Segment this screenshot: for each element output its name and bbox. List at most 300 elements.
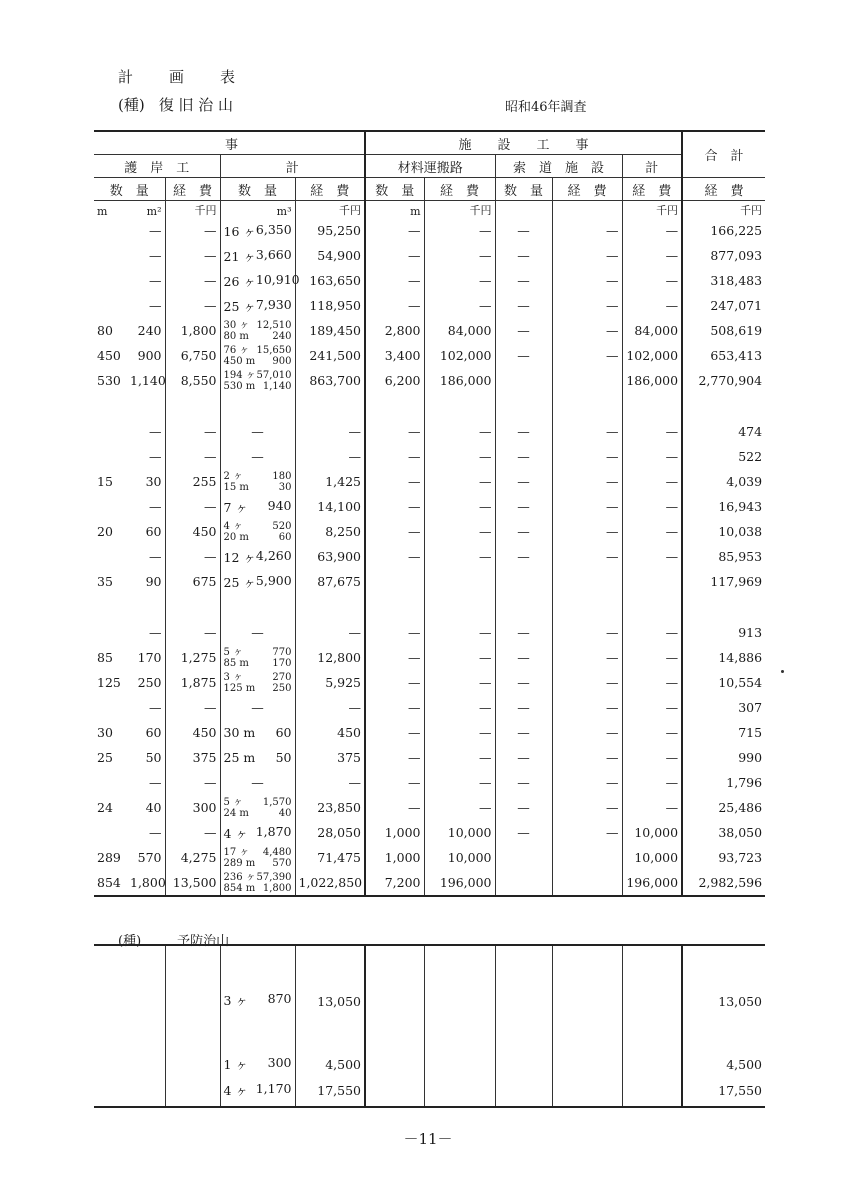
table-row bbox=[94, 519, 765, 544]
quantity-part: 25 m bbox=[223, 750, 256, 765]
cell-rev-m bbox=[94, 494, 127, 519]
quantity-part: — bbox=[251, 449, 264, 464]
cell-cost: 863,700 bbox=[295, 368, 365, 393]
quantity-part: 194 ヶ bbox=[223, 369, 256, 381]
table-row bbox=[94, 343, 765, 368]
quantity-cell bbox=[220, 720, 295, 745]
title-char: 表 bbox=[220, 68, 236, 86]
empty-cell bbox=[365, 945, 424, 1009]
cell-rope-qty: — bbox=[495, 293, 552, 318]
cell-rev-cost: 675 bbox=[165, 569, 220, 594]
cell-mat-qty: — bbox=[365, 444, 424, 469]
cell-rev-cost bbox=[165, 393, 220, 419]
cell-mat-cost: — bbox=[424, 670, 495, 695]
cell-total: 877,093 bbox=[682, 243, 765, 268]
cell-fac-cost: — bbox=[622, 720, 682, 745]
quantity-cell bbox=[220, 620, 295, 645]
cell-fac-cost: — bbox=[622, 293, 682, 318]
header-facility-subtotal: 計 bbox=[622, 155, 682, 178]
cell-cost: 63,900 bbox=[295, 544, 365, 569]
cell-fac-cost: 10,000 bbox=[622, 820, 682, 845]
empty-cell bbox=[495, 1051, 552, 1077]
cell-rev-m bbox=[94, 444, 127, 469]
cell-fac-cost: — bbox=[622, 620, 682, 645]
stacked-quantity bbox=[224, 345, 292, 367]
table-row bbox=[94, 419, 765, 444]
cell-fac-cost: — bbox=[622, 494, 682, 519]
cell-rev-m: 125 bbox=[97, 675, 121, 690]
table-row bbox=[94, 695, 765, 720]
cell-rope-qty: — bbox=[495, 469, 552, 494]
table-row bbox=[94, 620, 765, 645]
cell-mat-cost: — bbox=[424, 218, 495, 243]
cell-cost bbox=[295, 594, 365, 620]
spacer-row bbox=[94, 594, 765, 620]
quantity-part: 450 m bbox=[223, 355, 256, 367]
quantity-part: 4 ヶ bbox=[223, 825, 248, 841]
cell-total: 93,723 bbox=[682, 845, 765, 870]
cell-rope-cost bbox=[552, 870, 622, 896]
cell-rope-cost: — bbox=[552, 494, 622, 519]
unit-m: m bbox=[97, 205, 108, 218]
cell-rope-cost: — bbox=[552, 620, 622, 645]
header-ropeway: 索 道 施 設 bbox=[495, 155, 622, 178]
cell-cost: 1,022,850 bbox=[295, 870, 365, 896]
cell-mat-cost: 102,000 bbox=[424, 343, 495, 368]
quantity-part: 250 bbox=[272, 682, 292, 694]
cell-rope-cost: — bbox=[552, 268, 622, 293]
cell-fac-cost: 196,000 bbox=[622, 870, 682, 896]
quantity-part: 854 m bbox=[223, 882, 256, 894]
cell-rev-m2: 170 bbox=[137, 650, 162, 665]
cell-mat-qty: — bbox=[365, 720, 424, 745]
cell-rev-m2: — bbox=[149, 700, 162, 715]
stacked-quantity bbox=[224, 847, 292, 869]
cell-rev-m2: 60 bbox=[145, 524, 162, 539]
cell-total: 508,619 bbox=[682, 318, 765, 343]
cell-total: 13,050 bbox=[682, 945, 765, 1009]
cell-rev-m: 80 bbox=[97, 323, 113, 338]
table-row bbox=[94, 1051, 765, 1077]
cell-fac-cost: — bbox=[622, 770, 682, 795]
cell-cost: 163,650 bbox=[295, 268, 365, 293]
table-row bbox=[94, 544, 765, 569]
cell-mat-cost bbox=[424, 393, 495, 419]
stray-mark bbox=[781, 670, 784, 673]
cell-cost: 87,675 bbox=[295, 569, 365, 594]
cell-rope-qty: — bbox=[495, 318, 552, 343]
cell-mat-cost: 186,000 bbox=[424, 368, 495, 393]
cell-mat-cost: 10,000 bbox=[424, 820, 495, 845]
cell-cost bbox=[295, 1009, 365, 1051]
empty-cell bbox=[94, 1077, 165, 1103]
cell-fac-cost: — bbox=[622, 519, 682, 544]
cell-rev-m2: 30 bbox=[145, 474, 162, 489]
cell-rope-qty: — bbox=[495, 268, 552, 293]
cell-cost: 241,500 bbox=[295, 343, 365, 368]
spacer-row bbox=[94, 393, 765, 419]
header-quantity: 数 量 bbox=[220, 178, 295, 201]
header-cost: 経 費 bbox=[682, 178, 765, 201]
empty-cell bbox=[365, 1051, 424, 1077]
quantity-part: 30 ヶ bbox=[223, 319, 250, 331]
quantity-part: 530 m bbox=[223, 380, 256, 392]
cell-rev-m2: — bbox=[149, 499, 162, 514]
cell-rope-cost: — bbox=[552, 795, 622, 820]
empty-cell bbox=[424, 1009, 495, 1051]
cell-cost: 8,250 bbox=[295, 519, 365, 544]
cell-rope-cost: — bbox=[552, 218, 622, 243]
cell-mat-qty: — bbox=[365, 645, 424, 670]
cell-total: 117,969 bbox=[682, 569, 765, 594]
cell-rope-cost: — bbox=[552, 720, 622, 745]
cell-rev-m2: 250 bbox=[137, 675, 162, 690]
stacked-quantity bbox=[224, 672, 292, 694]
cell-mat-qty: 1,000 bbox=[365, 820, 424, 845]
cell-rev-m bbox=[94, 393, 127, 419]
cell-cost: 12,800 bbox=[295, 645, 365, 670]
cell-mat-cost: — bbox=[424, 419, 495, 444]
cell-mat-cost: — bbox=[424, 770, 495, 795]
cell-mat-qty: — bbox=[365, 745, 424, 770]
kind-label: (種) bbox=[118, 96, 145, 114]
cell-rope-qty: — bbox=[495, 620, 552, 645]
cell-rope-qty bbox=[495, 845, 552, 870]
quantity-cell bbox=[220, 945, 295, 1009]
quantity-part: 300 bbox=[267, 1055, 292, 1070]
cell-mat-qty: — bbox=[365, 770, 424, 795]
cell-mat-qty: — bbox=[365, 243, 424, 268]
cell-rev-cost: — bbox=[165, 419, 220, 444]
cell-rev-m bbox=[94, 544, 127, 569]
plan-table bbox=[94, 130, 765, 897]
quantity-part: 24 m bbox=[223, 807, 249, 819]
cell-fac-cost: — bbox=[622, 670, 682, 695]
cell-rev-m bbox=[94, 820, 127, 845]
cell-mat-qty: 3,400 bbox=[365, 343, 424, 368]
cell-total: 25,486 bbox=[682, 795, 765, 820]
cell-rope-cost: — bbox=[552, 469, 622, 494]
empty-cell bbox=[552, 1077, 622, 1103]
cell-rope-qty: — bbox=[495, 419, 552, 444]
cell-total: 10,554 bbox=[682, 670, 765, 695]
stacked-quantity bbox=[224, 521, 292, 543]
cell-rope-qty: — bbox=[495, 820, 552, 845]
empty-cell bbox=[424, 945, 495, 1009]
empty-cell bbox=[94, 1009, 165, 1051]
cell-mat-cost: — bbox=[424, 494, 495, 519]
cell-mat-cost: — bbox=[424, 620, 495, 645]
header-quantity: 数 量 bbox=[495, 178, 552, 201]
cell-rev-m2: 1,140 bbox=[130, 373, 166, 388]
cell-mat-qty bbox=[365, 594, 424, 620]
cell-rev-cost: 8,550 bbox=[165, 368, 220, 393]
cell-rev-m2: — bbox=[149, 223, 162, 238]
header-quantity: 数 量 bbox=[365, 178, 424, 201]
cell-fac-cost: — bbox=[622, 243, 682, 268]
stacked-quantity bbox=[224, 471, 292, 493]
cell-rev-m2: 1,800 bbox=[130, 875, 166, 890]
cell-cost bbox=[295, 393, 365, 419]
quantity-part: 125 m bbox=[223, 682, 256, 694]
cell-rope-qty: — bbox=[495, 695, 552, 720]
cell-cost: 5,925 bbox=[295, 670, 365, 695]
empty-cell bbox=[424, 1077, 495, 1103]
quantity-cell bbox=[220, 218, 295, 243]
cell-rev-cost: — bbox=[165, 544, 220, 569]
quantity-cell bbox=[220, 870, 295, 896]
cell-rope-cost: — bbox=[552, 444, 622, 469]
quantity-cell bbox=[220, 645, 295, 670]
quantity-part: 26 ヶ bbox=[223, 273, 256, 289]
cell-mat-qty: — bbox=[365, 218, 424, 243]
quantity-cell bbox=[220, 293, 295, 318]
cell-rev-cost: — bbox=[165, 268, 220, 293]
cell-mat-cost: — bbox=[424, 745, 495, 770]
cell-cost: 54,900 bbox=[295, 243, 365, 268]
quantity-part: 4,260 bbox=[255, 547, 292, 563]
cell-mat-cost: 196,000 bbox=[424, 870, 495, 896]
quantity-part: 5,900 bbox=[255, 572, 292, 588]
quantity-part: 76 ヶ bbox=[223, 344, 250, 356]
table-row bbox=[94, 720, 765, 745]
cell-mat-cost: — bbox=[424, 695, 495, 720]
quantity-cell bbox=[220, 318, 295, 343]
unit-row bbox=[94, 201, 765, 219]
cell-rev-cost: — bbox=[165, 293, 220, 318]
title-char: 計 bbox=[118, 68, 134, 86]
header-row-2 bbox=[94, 155, 765, 178]
cell-rev-m: 854 bbox=[97, 875, 121, 890]
header-cost: 経 費 bbox=[424, 178, 495, 201]
cell-mat-qty bbox=[365, 569, 424, 594]
table-row bbox=[94, 670, 765, 695]
cell-rev-m bbox=[94, 243, 127, 268]
quantity-part: 30 m bbox=[223, 725, 256, 740]
empty-cell bbox=[165, 1051, 220, 1077]
cell-rev-m bbox=[94, 419, 127, 444]
quantity-part: 12,510 bbox=[256, 319, 292, 331]
cell-rev-m bbox=[94, 770, 127, 795]
quantity-part: 17 ヶ bbox=[223, 846, 250, 858]
quantity-part: 85 m bbox=[223, 657, 249, 669]
cell-total bbox=[682, 393, 765, 419]
quantity-part: 57,390 bbox=[256, 871, 292, 883]
cell-rope-cost bbox=[552, 368, 622, 393]
cell-fac-cost: — bbox=[622, 419, 682, 444]
unit-thousand-yen: 千円 bbox=[424, 201, 495, 219]
cell-mat-cost: — bbox=[424, 645, 495, 670]
cell-rev-m2: — bbox=[149, 549, 162, 564]
cell-total: 85,953 bbox=[682, 544, 765, 569]
quantity-cell bbox=[220, 820, 295, 845]
cell-fac-cost bbox=[622, 393, 682, 419]
quantity-part: 4,480 bbox=[262, 846, 292, 858]
cell-rev-cost: — bbox=[165, 695, 220, 720]
quantity-cell bbox=[220, 594, 295, 620]
quantity-part: 1,570 bbox=[262, 796, 292, 808]
quantity-part: 4 ヶ bbox=[223, 520, 244, 532]
cell-cost: 450 bbox=[295, 720, 365, 745]
header-subtotal: 計 bbox=[220, 155, 365, 178]
cell-rope-cost: — bbox=[552, 318, 622, 343]
table-row bbox=[94, 569, 765, 594]
cell-fac-cost: — bbox=[622, 645, 682, 670]
unit-thousand-yen: 千円 bbox=[622, 201, 682, 219]
quantity-part: 236 ヶ bbox=[223, 871, 256, 883]
quantity-part: 1,800 bbox=[262, 882, 292, 894]
cell-rope-qty: — bbox=[495, 218, 552, 243]
cell-rev-cost: — bbox=[165, 770, 220, 795]
cell-mat-qty: 1,000 bbox=[365, 845, 424, 870]
page-title bbox=[118, 66, 271, 87]
quantity-cell bbox=[220, 268, 300, 293]
cell-mat-qty: — bbox=[365, 268, 424, 293]
cell-cost: 71,475 bbox=[295, 845, 365, 870]
cell-cost: — bbox=[295, 695, 365, 720]
cell-mat-cost: 10,000 bbox=[424, 845, 495, 870]
empty-cell bbox=[622, 1009, 682, 1051]
quantity-part: 50 bbox=[275, 750, 292, 765]
cell-mat-qty: — bbox=[365, 620, 424, 645]
cell-mat-qty: 2,800 bbox=[365, 318, 424, 343]
cell-mat-qty: — bbox=[365, 544, 424, 569]
cell-cost: 4,500 bbox=[295, 1051, 365, 1077]
cell-rev-cost: 1,875 bbox=[165, 670, 220, 695]
cell-rope-qty: — bbox=[495, 670, 552, 695]
cell-total: 166,225 bbox=[682, 218, 765, 243]
cell-cost: — bbox=[295, 444, 365, 469]
header-grand-total: 合 計 bbox=[682, 131, 765, 178]
cell-rev-cost: — bbox=[165, 494, 220, 519]
table-row bbox=[94, 1077, 765, 1103]
quantity-part: 7,930 bbox=[255, 296, 292, 312]
stacked-quantity bbox=[224, 797, 292, 819]
cell-rope-qty bbox=[495, 870, 552, 896]
quantity-part: 16 ヶ bbox=[223, 223, 256, 239]
table-row bbox=[94, 243, 765, 268]
quantity-cell bbox=[220, 745, 295, 770]
table-row bbox=[94, 318, 765, 343]
cell-rope-qty: — bbox=[495, 770, 552, 795]
cell-cost: 17,550 bbox=[295, 1077, 365, 1103]
quantity-cell bbox=[220, 770, 295, 795]
cell-rev-m2: — bbox=[149, 825, 162, 840]
cell-rope-qty bbox=[495, 569, 552, 594]
quantity-cell bbox=[220, 670, 295, 695]
cell-rev-m bbox=[94, 293, 127, 318]
cell-mat-cost: — bbox=[424, 519, 495, 544]
header-facility-works: 施 設 工 事 bbox=[365, 131, 682, 155]
cell-rev-cost: — bbox=[165, 444, 220, 469]
cell-rope-qty: — bbox=[495, 795, 552, 820]
cell-total: 522 bbox=[682, 444, 765, 469]
header-cost: 経 費 bbox=[165, 178, 220, 201]
quantity-part: 6,350 bbox=[255, 221, 292, 237]
empty-cell bbox=[552, 1051, 622, 1077]
quantity-part: 870 bbox=[267, 991, 292, 1006]
table-row bbox=[94, 870, 765, 896]
quantity-part: 25 ヶ bbox=[223, 298, 256, 314]
cell-rope-qty bbox=[495, 594, 552, 620]
quantity-part: 5 ヶ bbox=[223, 646, 244, 658]
cell-cost: 1,425 bbox=[295, 469, 365, 494]
cell-rope-qty: — bbox=[495, 243, 552, 268]
cell-rev-m2: 40 bbox=[145, 800, 162, 815]
table-row bbox=[94, 645, 765, 670]
quantity-part: 1,870 bbox=[255, 823, 292, 839]
cell-mat-qty: — bbox=[365, 469, 424, 494]
cell-rev-m: 85 bbox=[97, 650, 113, 665]
quantity-part: 1,170 bbox=[255, 1081, 292, 1096]
quantity-part: 3 ヶ bbox=[223, 993, 248, 1008]
cell-rev-m2: — bbox=[149, 298, 162, 313]
unit-thousand-yen: 千円 bbox=[682, 201, 765, 219]
kind-name: 予防治山 bbox=[177, 934, 230, 949]
prevention-table bbox=[94, 944, 765, 1108]
quantity-part: 80 m bbox=[223, 330, 249, 342]
title-char: 画 bbox=[169, 68, 185, 86]
quantity-part: 1,140 bbox=[262, 380, 292, 392]
cell-fac-cost: 10,000 bbox=[622, 845, 682, 870]
cell-total: 474 bbox=[682, 419, 765, 444]
header-cost: 経 費 bbox=[295, 178, 365, 201]
quantity-cell bbox=[220, 845, 295, 870]
cell-rope-cost: — bbox=[552, 544, 622, 569]
cell-total bbox=[682, 594, 765, 620]
table-row bbox=[94, 268, 765, 293]
cell-rev-cost: 1,800 bbox=[165, 318, 220, 343]
cell-cost: 95,250 bbox=[295, 218, 365, 243]
survey-year: 昭和46年調査 bbox=[505, 100, 587, 115]
empty-cell bbox=[495, 945, 552, 1009]
quantity-part: 180 bbox=[272, 470, 292, 482]
empty-cell bbox=[165, 945, 220, 1009]
quantity-part: 40 bbox=[278, 807, 292, 819]
cell-cost: 28,050 bbox=[295, 820, 365, 845]
cell-rev-m bbox=[94, 268, 127, 293]
empty-cell bbox=[94, 1051, 165, 1077]
cell-cost: — bbox=[295, 620, 365, 645]
cell-fac-cost: 84,000 bbox=[622, 318, 682, 343]
quantity-part: 15 m bbox=[223, 481, 249, 493]
cell-mat-qty: — bbox=[365, 419, 424, 444]
quantity-part: 21 ヶ bbox=[223, 248, 256, 264]
cell-mat-qty: — bbox=[365, 695, 424, 720]
empty-cell bbox=[622, 1051, 682, 1077]
header-row-1 bbox=[94, 131, 765, 155]
empty-cell bbox=[622, 945, 682, 1009]
quantity-part: 12 ヶ bbox=[223, 549, 256, 565]
cell-rope-cost: — bbox=[552, 770, 622, 795]
quantity-part: — bbox=[251, 700, 264, 715]
table-row bbox=[94, 745, 765, 770]
stacked-quantity bbox=[224, 647, 292, 669]
cell-total: 17,550 bbox=[682, 1077, 765, 1103]
quantity-part: 240 bbox=[272, 330, 292, 342]
cell-rope-qty: — bbox=[495, 494, 552, 519]
cell-rev-cost bbox=[165, 594, 220, 620]
cell-rope-qty: — bbox=[495, 720, 552, 745]
quantity-cell bbox=[220, 419, 295, 444]
quantity-part: 3 ヶ bbox=[223, 671, 244, 683]
table-row bbox=[94, 368, 765, 393]
unit-m: m bbox=[365, 201, 424, 219]
cell-rev-m2: 240 bbox=[137, 323, 162, 338]
quantity-cell bbox=[220, 519, 295, 544]
spacer-row bbox=[94, 1009, 765, 1051]
cell-rope-cost: — bbox=[552, 820, 622, 845]
